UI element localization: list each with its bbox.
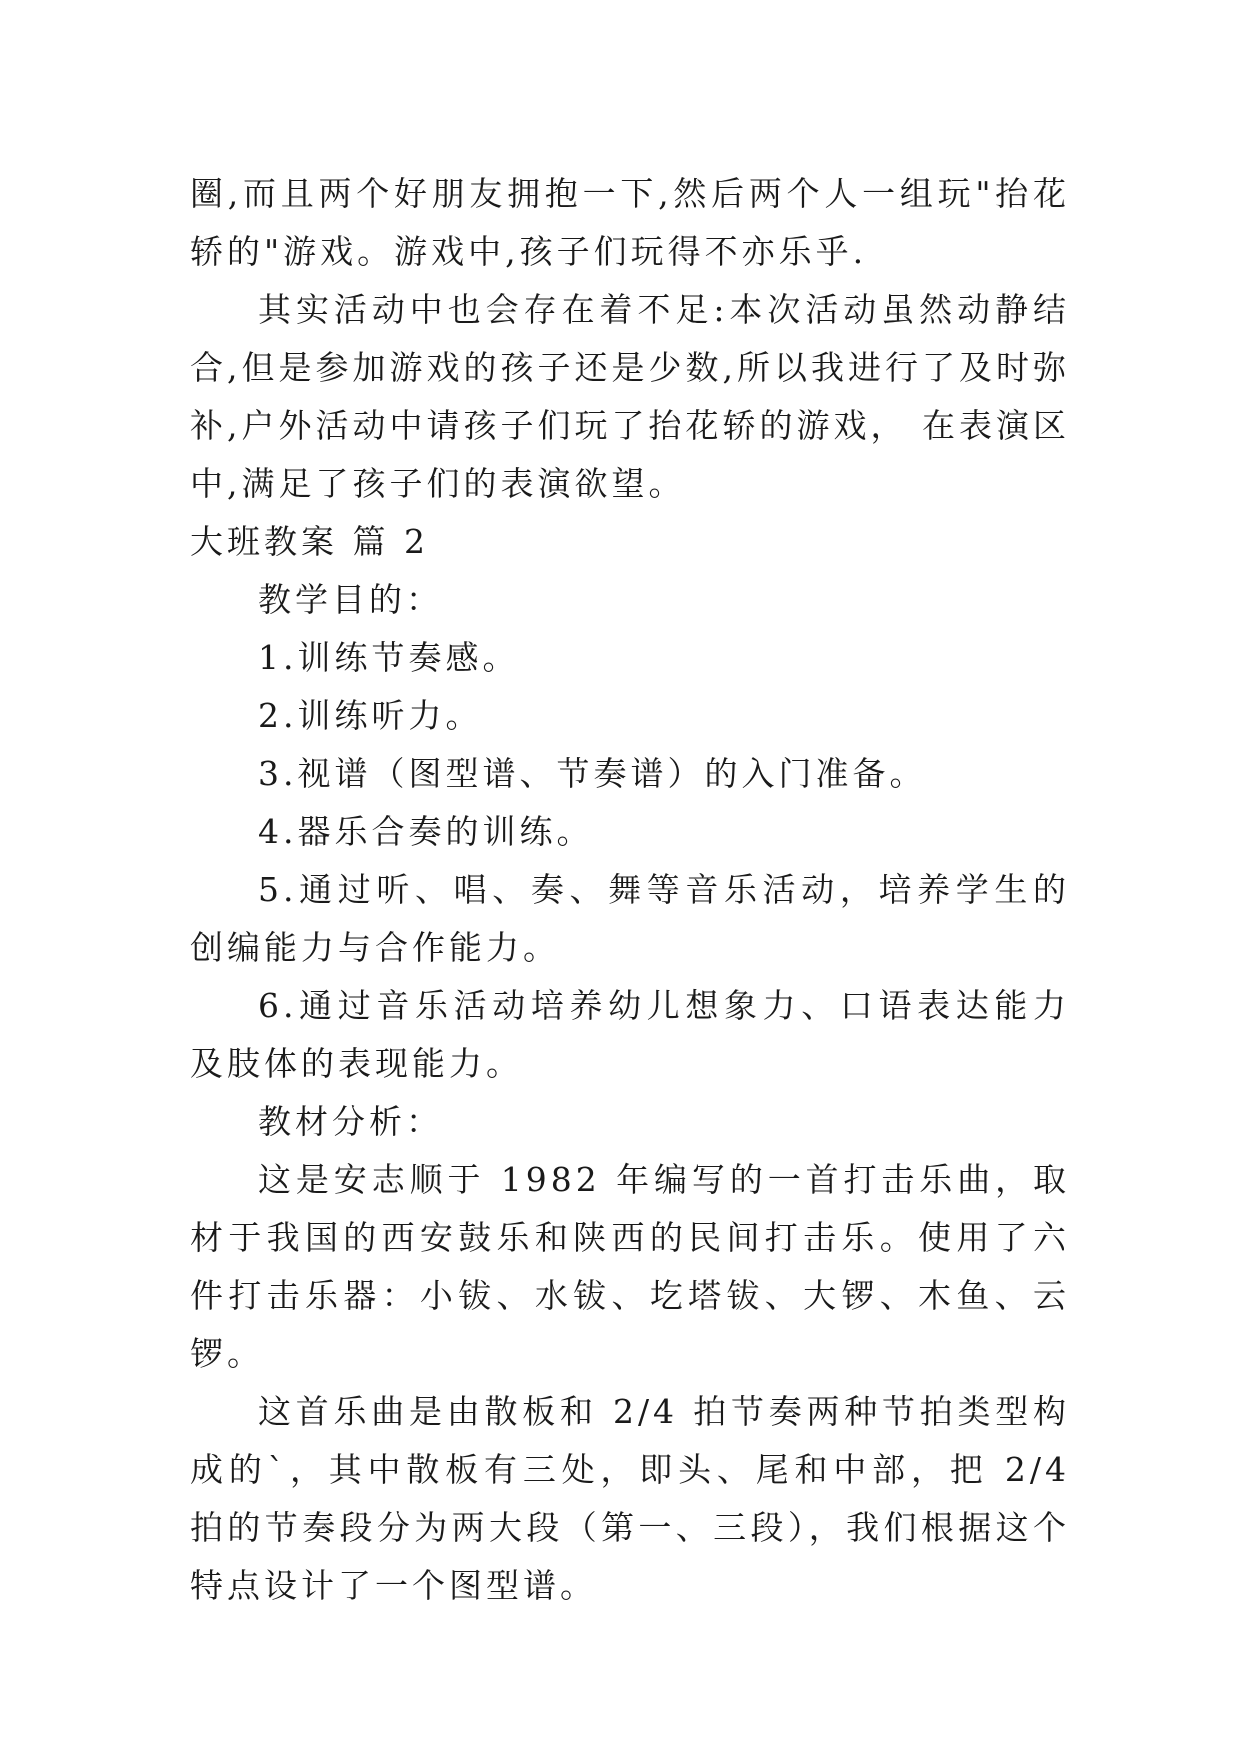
goal-item-2: 2.训练听力。 [258, 696, 483, 735]
goal-item-1: 1.训练节奏感。 [258, 638, 520, 677]
subheading-teaching-goals: 教学目的： [258, 580, 443, 619]
goal-item-5: 5.通过听、唱、奏、舞等音乐活动，培养学生的创编能力与合作能力。 [190, 870, 1070, 967]
goal-item-4: 4.器乐合奏的训练。 [258, 812, 594, 851]
subheading-material-analysis: 教材分析： [258, 1102, 443, 1141]
section-heading: 大班教案 篇 2 [190, 522, 429, 561]
paragraph-continuation: 圈,而且两个好朋友拥抱一下,然后两个人一组玩"抬花轿的"游戏。游戏中,孩子们玩得不亦乐乎. [190, 174, 1070, 271]
paragraph-reflection: 其实活动中也会存在着不足:本次活动虽然动静结合,但是参加游戏的孩子还是少数,所以我进行了及时弥补,户外活动中请孩子们玩了抬花轿的游戏， 在表演区中,满足了孩子们的表演欲望。 [190, 290, 1070, 503]
goal-item-6: 6.通过音乐活动培养幼儿想象力、口语表达能力及肢体的表现能力。 [190, 986, 1070, 1083]
paragraph-structure: 这首乐曲是由散板和 2/4 拍节奏两种节拍类型构成的`，其中散板有三处，即头、尾和中部，把 2/4 拍的节奏段分为两大段（第一、三段），我们根据这个特点设计了一个图型谱。 [190, 1392, 1070, 1605]
paragraph-material-origin: 这是安志顺于 1982 年编写的一首打击乐曲，取材于我国的西安鼓乐和陕西的民间打击乐。使用了六件打击乐器：小钹、水钹、圪塔钹、大锣、木鱼、云锣。 [190, 1160, 1070, 1373]
goal-item-3: 3.视谱（图型谱、节奏谱）的入门准备。 [258, 754, 927, 793]
document-body [190, 165, 1070, 1615]
